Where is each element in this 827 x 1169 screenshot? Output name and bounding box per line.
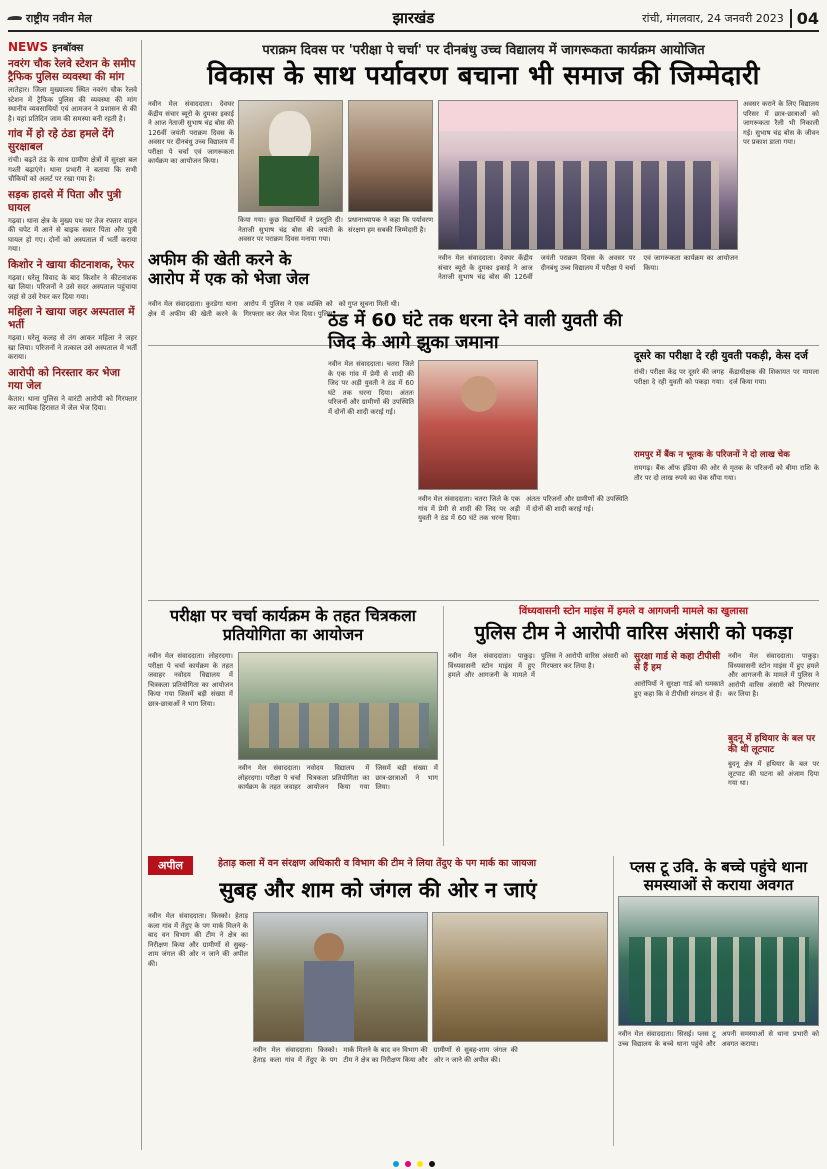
brief-body: केतार। थाना पुलिस ने वारंटी आरोपी को गिरफ्तार कर न्यायिक हिरासत में जेल भेज दिया। <box>8 394 137 413</box>
brief-headline: नवरंग चौक रेलवे स्टेशन के समीप ट्रैफिक पुलिस व्यवस्था की मांग <box>8 58 136 84</box>
police-sub1-headline: सुरक्षा गार्ड से कहा टीपीसी से हैं हम <box>634 652 721 673</box>
police-sub1-body: आरोपियों ने सुरक्षा गार्ड को धमकाते हुए कहा कि वे टीपीसी संगठन से हैं। <box>634 680 724 698</box>
exam-headline: दूसरे का परीक्षा दे रही युवती पकड़ी, केस दर्ज <box>634 350 808 362</box>
appeal-headline: सुबह और शाम को जंगल की ओर न जाएं <box>219 878 537 902</box>
dharna-body-col2: नवीन मेल संवाददाता। चतरा जिले के एक गांव में प्रेमी से शादी की जिद पर अड़ी युवती ने ठंड में 60 घंटे तक धरना दिया। अंततः परिजनों और ग्रामीणों की उपस्थिति में दोनों की शादी कराई गई। <box>418 495 628 523</box>
brief-item <box>8 367 137 414</box>
brief-headline: गांव में हो रहे ठंडा हमले देंगे सुरक्षाबल <box>8 128 114 154</box>
police-body-cont: नवीन मेल संवाददाता। पाकुड़। विंध्यवासनी स्टोन माइंस में हुए हमले और आगजनी के मामले में पुलिस ने आरोपी वारिस अंसारी को गिरफ्तार कर लिया है। <box>728 652 819 699</box>
section-title: झारखंड <box>392 9 435 27</box>
dharna-headline: ठंड में 60 घंटे तक धरना देने वाली युवती की जिद के आगे झुका जमाना <box>328 310 623 353</box>
chitra-headline: परीक्षा पर चर्चा कार्यक्रम के तहत चित्रकला प्रतियोगिता का आयोजन <box>170 606 416 645</box>
logo-main: NEWS <box>8 40 49 54</box>
chitra-photo <box>238 652 438 760</box>
brief-item <box>8 259 137 302</box>
brief-body: गढ़वा। घरेलू कलह से तंग आकर महिला ने जहर खा लिया। परिजनों ने तत्काल उसे अस्पताल में भर्ती कराया। <box>8 334 137 362</box>
chitra-body-col1: नवीन मेल संवाददाता। लोहरदगा। परीक्षा पे चर्चा कार्यक्रम के तहत जवाहर नवोदय विद्यालय में चित्रकला प्रतियोगिता का आयोजन किया गया जिसमें बड़ी संख्या में छात्र-छात्राओं ने भाग लिया। <box>148 652 233 708</box>
brief-body: गढ़वा। थाना क्षेत्र के मुख्य पथ पर तेज रफ्तार वाहन की चपेट में आने से बाइक सवार पिता और पुत्री घायल हो गए। दोनों को अस्पताल में भर्ती कराया गया। <box>8 216 137 254</box>
registration-dot <box>417 1161 423 1167</box>
paper-name: राष्ट्रीय नवीन मेल <box>26 11 92 25</box>
afeem-headline: अफीम की खेती करने के आरोप में एक को भेजा जेल <box>148 250 310 289</box>
appeal-body-col1: नवीन मेल संवाददाता। किस्को। हेताड़ कला गांव में तेंदुए के पग मार्क मिलने के बाद वन विभाग की टीम ने क्षेत्र का निरीक्षण किया और ग्रामीणों से सुबह-शाम जंगल की ओर न जाने की अपील की। <box>148 912 248 968</box>
brief-body: गढ़वा। घरेलू विवाद के बाद किशोर ने कीटनाशक खा लिया। परिजनों ने उसे सदर अस्पताल पहुंचाया जहां से उसे रेफर कर दिया गया। <box>8 273 137 301</box>
brief-body: रांची। बढ़ते ठंड के साथ ग्रामीण क्षेत्रों में सुरक्षा बल गश्ती बढ़ाएंगे। थाना प्रभारी ने बताया कि सभी चौकियों को अलर्ट पर रखा गया है। <box>8 156 137 184</box>
brief-item <box>8 189 137 255</box>
news-inbox-column <box>8 40 142 1150</box>
main-content <box>148 40 819 1150</box>
police-kicker: विंध्यवासनी स्टोन माइंस में हमले व आगजनी मामले का खुलासा <box>519 606 748 617</box>
police-sub2-body: बुदनू क्षेत्र में हथियार के बल पर लूटपाट की घटना को अंजाम दिया गया था। <box>728 760 819 788</box>
logo-sub: इनबॉक्स <box>52 43 84 54</box>
lead-headline: विकास के साथ पर्यावरण बचाना भी समाज की जिम्मेदारी <box>207 61 760 91</box>
lead-kicker: पराक्रम दिवस पर 'परीक्षा पे चर्चा' पर दीनबंधु उच्च विद्यालय में जागरूकता कार्यक्रम आयोजित <box>262 43 705 58</box>
afeem-body: नवीन मेल संवाददाता। कुरडेगा थाना क्षेत्र में अफीम की खेती करने के आरोप में पुलिस ने एक व्यक्ति को गिरफ्तार कर जेल भेज दिया। पुलिस को गुप्त सूचना मिली थी। <box>148 300 400 318</box>
plus2-photo <box>618 896 819 1026</box>
lead-body-col3: प्रधानाध्यापक ने कहा कि पर्यावरण संरक्षण हम सबकी जिम्मेदारी है। <box>348 216 433 234</box>
column-divider <box>443 606 444 846</box>
appeal-photo-officials <box>253 912 428 1042</box>
appeal-body-col2: नवीन मेल संवाददाता। किस्को। हेताड़ कला गांव में तेंदुए के पग मार्क मिलने के बाद वन विभाग की टीम ने क्षेत्र का निरीक्षण किया और ग्रामीणों से सुबह-शाम जंगल की ओर न जाने की अपील की। <box>253 1046 518 1064</box>
brief-headline: सड़क हादसे में पिता और पुत्री घायल <box>8 188 122 214</box>
plus2-headline: प्लस टू उवि. के बच्चे पहुंचे थाना समस्याओं से कराया अवगत <box>629 858 808 894</box>
column-divider <box>613 856 614 1146</box>
news-inbox-logo <box>8 40 137 54</box>
lead-photo-students <box>438 100 738 250</box>
registration-dot <box>393 1161 399 1167</box>
police-sub2-headline: बुदनू में हथियार के बल पर की थी लूटपाट <box>728 734 816 755</box>
registration-dot <box>405 1161 411 1167</box>
brief-item <box>8 306 137 363</box>
brief-body: लातेहार। जिला मुख्यालय स्थित नवरंग चौक रेलवे स्टेशन में ट्रैफिक पुलिस की व्यवस्था की मांग स्थानीय व्यवसायियों एवं आमजन ने प्रशासन से की है। यहां प्रतिदिन जाम की समस्या बनी रहती है। <box>8 86 137 123</box>
date-line: रांची, मंगलवार, 24 जनवरी 2023 <box>642 11 784 25</box>
police-body: नवीन मेल संवाददाता। पाकुड़। विंध्यवासनी स्टोन माइंस में हुए हमले और आगजनी के मामले में पुलिस ने आरोपी वारिस अंसारी को गिरफ्तार कर लिया है। <box>448 652 628 680</box>
lead-body-col1: नवीन मेल संवाददाता। देवघर केंद्रीय संचार ब्यूरो के दुमका इकाई ने आज नेताजी सुभाष चंद्र बोस की 126वीं जयंती पराक्रम दिवस के अवसर पर दीनबंधु उच्च विद्यालय में परीक्षा पे चर्चा एवं जागरूकता कार्यक्रम का आयोजन किया। <box>148 100 234 166</box>
lead-photo-ceremony <box>348 100 433 212</box>
registration-dot <box>429 1161 435 1167</box>
section-divider <box>148 600 819 601</box>
exam-body: रांची। परीक्षा केंद्र पर दूसरे की जगह परीक्षा दे रही युवती को पकड़ा गया। केंद्राधीक्षक की शिकायत पर मामला दर्ज किया गया। <box>634 368 819 386</box>
chitra-body-col2: नवीन मेल संवाददाता। लोहरदगा। परीक्षा पे चर्चा कार्यक्रम के तहत जवाहर नवोदय विद्यालय में चित्रकला प्रतियोगिता का आयोजन किया गया जिसमें बड़ी संख्या में छात्र-छात्राओं ने भाग लिया। <box>238 764 438 792</box>
lead-body-col2: किया गया। कुछ विद्यार्थियों ने प्रस्तुति दी। नेताजी सुभाष चंद्र बोस की जयंती के अवसर पर पराक्रम दिवस मनाया गया। <box>238 216 343 244</box>
lead-body-cont: नवीन मेल संवाददाता। देवघर केंद्रीय संचार ब्यूरो के दुमका इकाई ने आज नेताजी सुभाष चंद्र बोस की 126वीं जयंती पराक्रम दिवस के अवसर पर दीनबंधु उच्च विद्यालय में परीक्षा पे चर्चा एवं जागरूकता कार्यक्रम का आयोजन किया। <box>438 254 738 282</box>
plus2-body: नवीन मेल संवाददाता। सिसई। प्लस टू उच्च विद्यालय के बच्चे थाना पहुंचे और अपनी समस्याओं से थाना प्रभारी को अवगत कराया। <box>618 1030 819 1048</box>
appeal-kicker: हेताड़ कला में वन संरक्षण अधिकारी व विभाग की टीम ने लिया तेंदुए के पग मार्क का जायजा <box>218 858 537 869</box>
lead-body-col4: अवसर कराने के लिए विद्यालय परिसर में छात्र-छात्राओं को जागरूकता रैली भी निकाली गई। सुभाष चंद्र बोस के जीवन पर प्रकाश डाला गया। <box>743 100 819 147</box>
appeal-label: अपील <box>148 856 193 875</box>
dharna-photo <box>418 360 538 490</box>
brief-headline: आरोपी को निरस्तार कर भेजा गया जेल <box>8 366 121 392</box>
page-number: 04 <box>790 9 819 28</box>
brief-headline: किशोर ने खाया कीटनाशक, रेफर <box>8 258 135 271</box>
dharna-body-col1: नवीन मेल संवाददाता। चतरा जिले के एक गांव में प्रेमी से शादी की जिद पर अड़ी युवती ने ठंड में 60 घंटे तक धरना दिया। अंततः परिजनों और ग्रामीणों की उपस्थिति में दोनों की शादी कराई गई। <box>328 360 414 416</box>
appeal-photo-forest <box>432 912 608 1042</box>
masthead <box>8 6 819 32</box>
brief-item <box>8 128 137 185</box>
print-registration-marks <box>0 1158 827 1169</box>
brief-item <box>8 58 137 124</box>
bank-cheque-headline: रामपुर में बैंक न भूतक के परिजनों ने दो लाख चेक <box>634 450 790 460</box>
police-headline: पुलिस टीम ने आरोपी वारिस अंसारी को पकड़ा <box>474 622 793 644</box>
lead-photo-statue <box>238 100 343 212</box>
brief-headline: महिला ने खाया जहर अस्पताल में भर्ती <box>8 306 135 332</box>
bank-cheque-body: रामगढ़। बैंक ऑफ इंडिया की ओर से मृतक के परिजनों को बीमा राशि के तौर पर दो लाख रुपये का चेक सौंपा गया। <box>634 464 819 482</box>
